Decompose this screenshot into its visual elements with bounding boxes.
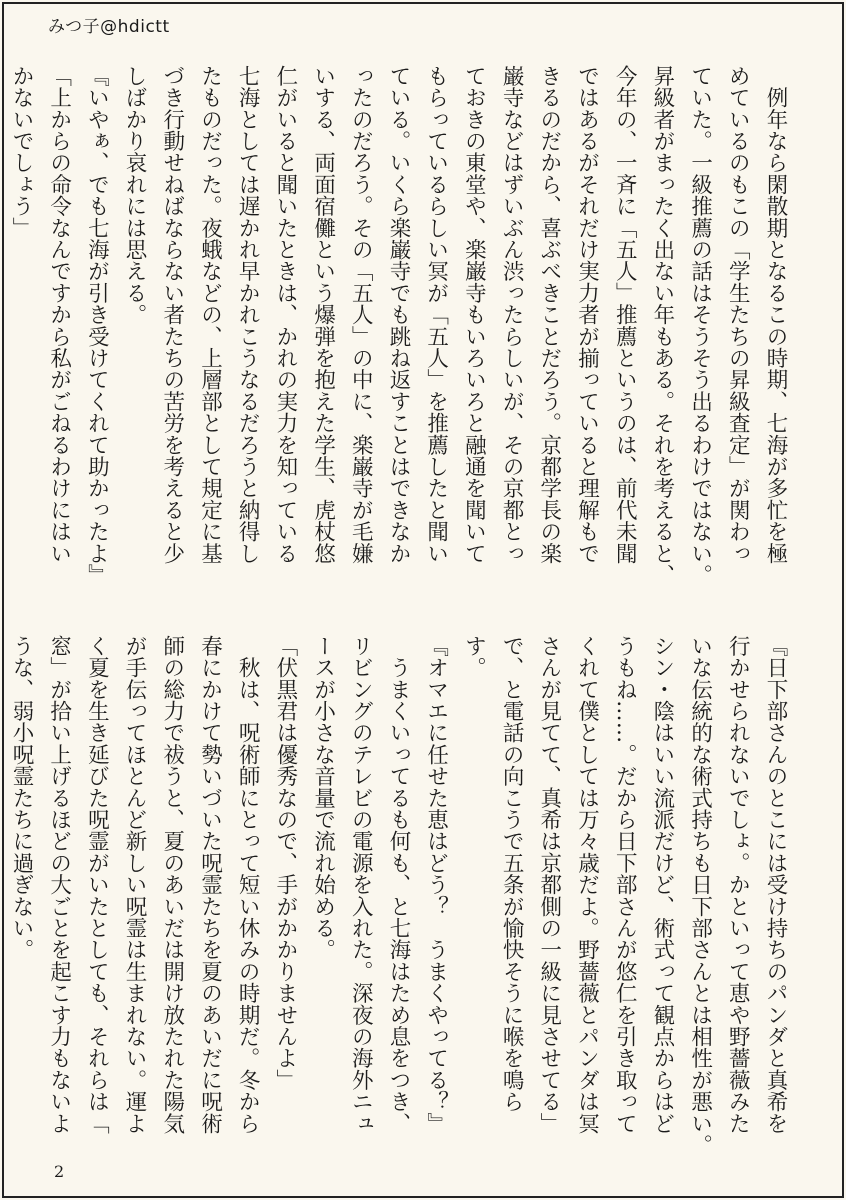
- text-line: 師の総力で祓うと、夏のあいだは開け放たれた陽気: [159, 635, 185, 1135]
- text-line: で、と電話の向こうで五条が愉快そうに喉を鳴ら: [499, 635, 525, 1113]
- text-line: [0, 635, 2, 1140]
- text-line: ではあるがそれだけ実力者が揃っていると理解もで: [574, 65, 600, 565]
- text-line: く夏を生き延びた呪霊がいたとしても、それらは「: [84, 635, 110, 1135]
- text-line: 秋は、呪術師にとって短い休みの時期だ。冬から: [235, 635, 261, 1135]
- text-line: 仁がいると聞いたときは、かれの実力を知っている: [272, 65, 298, 565]
- text-line: うな、弱小呪霊たちに過ぎない。: [8, 635, 34, 961]
- text-line: ったのだろう。その「五人」の中に、楽巌寺が毛嫌: [348, 65, 374, 565]
- text-line: 春にかけて勢いづいた呪霊たちを夏のあいだに呪術: [197, 635, 223, 1135]
- text-line: リビングのテレビの電源を入れた。深夜の海外ニュ: [348, 635, 374, 1135]
- text-line: づき行動せねばならない者たちの苦労を考えると少: [159, 65, 185, 565]
- text-line: いな伝統的な術式持ちも日下部さんとは相性が悪い。: [687, 635, 713, 1156]
- text-line: ースが小さな音量で流れ始める。: [310, 635, 336, 961]
- text-line: が手伝ってほとんど新しい呪霊は生まれない。運よ: [122, 635, 148, 1135]
- text-line: ている。いくら楽巌寺でも跳ね返すことはできなか: [385, 65, 411, 565]
- text-line: 『いやぁ、でも七海が引き受けてくれて助かったよ』: [84, 65, 110, 586]
- text-line: 巌寺などはずいぶん渋ったらしいが、その京都とっ: [499, 65, 525, 565]
- text-line: うまくいってるも何も、と七海はため息をつき、: [385, 635, 411, 1135]
- page-number: 2: [54, 1162, 65, 1181]
- text-line: 「上からの命令なんですから私がごねるわけにはい: [46, 65, 72, 565]
- text-line: 窓」が拾い上げるほどの大ごとを起こす力もないよ: [46, 635, 72, 1135]
- text-line: いする、両面宿儺という爆弾を抱えた学生、虎杖悠: [310, 65, 336, 565]
- text-line: ておきの東堂や、楽巌寺もいろいろと融通を聞いて: [461, 65, 487, 565]
- text-line: めているのもこの「学生たちの昇級査定」が関わっ: [725, 65, 751, 565]
- text-line: 今年の、一斉に「五人」推薦というのは、前代未聞: [612, 65, 638, 565]
- text-line: シン・陰はいい流派だけど、術式って観点からはど: [649, 635, 675, 1135]
- text-line: うもね……。だから日下部さんが悠仁を引き取って: [612, 635, 638, 1135]
- text-line: 行かせられないでしょ。かといって恵や野薔薇みた: [725, 635, 751, 1135]
- text-line: 『日下部さんのとこには受け持ちのパンダと真希を: [763, 635, 788, 1135]
- text-line: たものだった。夜蛾などの、上層部として規定に基: [197, 65, 223, 565]
- text-line: 「伏黒君は優秀なので、手がかかりませんよ」: [272, 635, 298, 1091]
- text-line: しばかり哀れには思える。: [122, 65, 148, 326]
- text-block-top: [8, 65, 794, 586]
- text-line: す。: [461, 635, 487, 679]
- text-line: 七海としては遅かれ早かれこうなるだろうと納得し: [235, 65, 261, 565]
- text-line: 例年なら閑散期となるこの時期、七海が多忙を極: [763, 65, 788, 565]
- text-line: 昇級者がまったく出ない年もある。それを考えると、: [649, 65, 675, 586]
- text-line: きるのだから、喜ぶべきことだろう。京都学長の楽: [536, 65, 562, 565]
- text-line: さんが見てて、真希は京都側の一級に見させてる」: [536, 635, 562, 1135]
- text-line: ていた。一級推薦の話はそうそう出るわけではない。: [687, 65, 713, 586]
- text-line: [0, 65, 2, 567]
- author-credit: みつ子@hdictt: [48, 17, 170, 37]
- text-line: 『オマエに任せた恵はどう？ うまくやってる？』: [423, 635, 449, 1135]
- text-line: かないでしょう」: [8, 65, 34, 239]
- text-block-bottom: [8, 635, 794, 1156]
- text-line: もらっているらしい冥が「五人」を推薦したと聞い: [423, 65, 449, 565]
- text-line: くれて僕としては万々歳だよ。野薔薇とパンダは冥: [574, 635, 600, 1135]
